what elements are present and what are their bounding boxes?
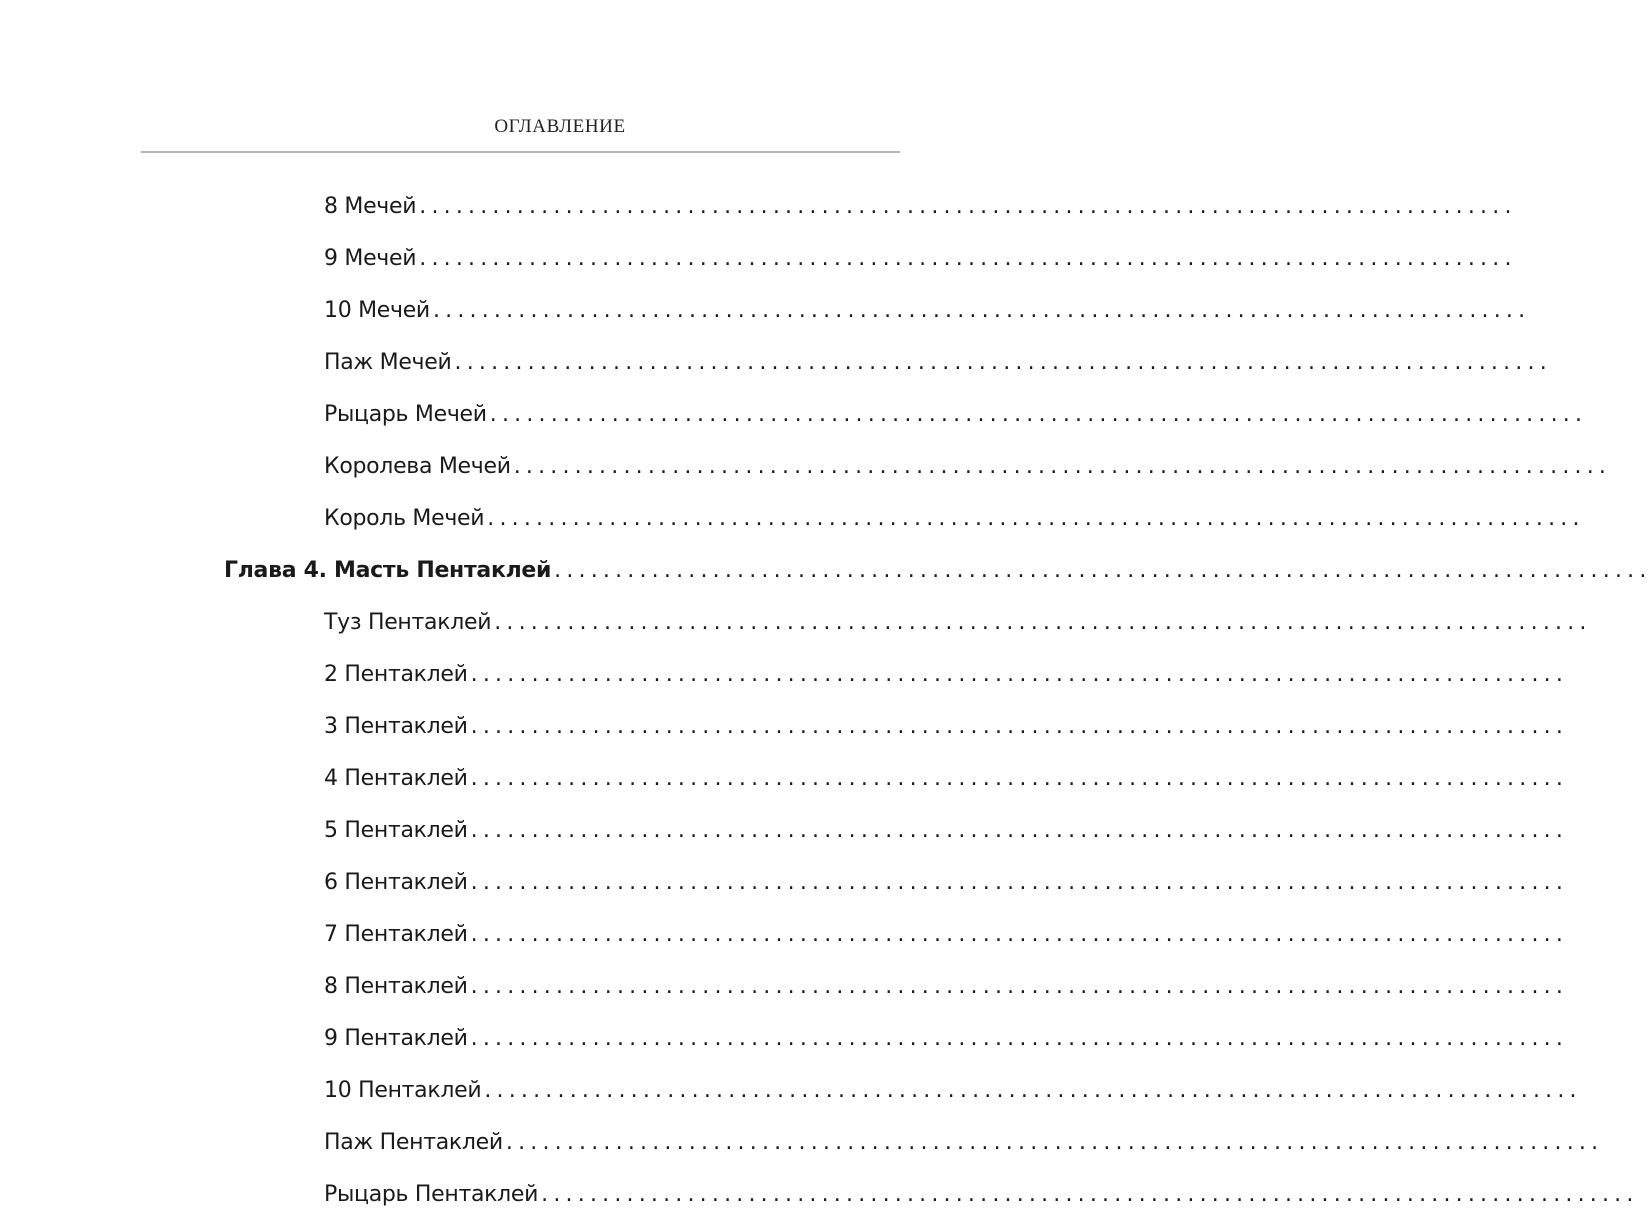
toc-entry-title: 5 Пентаклей <box>324 817 468 843</box>
toc-entry-title: Туз Пентаклей <box>324 609 492 635</box>
toc-entry[interactable] <box>0 596 1592 648</box>
toc-entry[interactable] <box>0 284 1531 336</box>
toc-dot-leader: .......................................................................................... <box>554 557 1652 583</box>
toc-entry[interactable] <box>0 440 1612 492</box>
toc-dot-leader: .......................................................................................... <box>470 713 1569 739</box>
toc-chapter-title: Глава 4. Масть Пентаклей <box>224 557 552 583</box>
toc-entry[interactable] <box>0 1064 1582 1116</box>
toc-dot-leader: .......................................................................................... <box>454 349 1552 375</box>
toc-entry-title: 9 Пентаклей <box>324 1025 468 1051</box>
toc-entry[interactable] <box>0 336 1552 388</box>
toc-entry[interactable] <box>0 492 1585 544</box>
toc-entry-title: Паж Пентаклей <box>324 1129 503 1155</box>
toc-entry-title: 7 Пентаклей <box>324 921 468 947</box>
toc-entry-title: 10 Мечей <box>324 297 430 323</box>
toc-dot-leader: .......................................................................................... <box>470 973 1569 999</box>
toc-dot-leader: .......................................................................................... <box>487 505 1585 531</box>
toc-entry-title: Рыцарь Мечей <box>324 401 487 427</box>
toc-entry-title: Рыцарь Пентаклей <box>324 1181 539 1207</box>
toc-dot-leader: .......................................................................................... <box>419 245 1517 271</box>
toc-entry[interactable] <box>0 960 1569 1012</box>
toc-entry-title: 4 Пентаклей <box>324 765 468 791</box>
toc-dot-leader: .......................................................................................... <box>470 765 1569 791</box>
toc-entry-title: 3 Пентаклей <box>324 713 468 739</box>
toc-entry-title: 8 Пентаклей <box>324 973 468 999</box>
toc-entry[interactable] <box>0 752 1569 804</box>
toc-dot-leader: .......................................................................................... <box>470 1025 1569 1051</box>
toc-entry[interactable] <box>0 180 1517 232</box>
toc-dot-leader: .......................................................................................... <box>470 921 1569 947</box>
toc-dot-leader: .......................................................................................... <box>419 193 1517 219</box>
toc-entry[interactable] <box>0 700 1569 752</box>
toc-entry-title: 9 Мечей <box>324 245 417 271</box>
toc-entry-title: 8 Мечей <box>324 193 417 219</box>
toc-entry[interactable] <box>0 804 1569 856</box>
toc-dot-leader: .......................................................................................... <box>513 453 1612 479</box>
toc-entry[interactable] <box>0 1168 1639 1220</box>
toc-entry[interactable] <box>0 1116 1604 1168</box>
toc-entry-title: Король Мечей <box>324 505 485 531</box>
toc-entry-title: 2 Пентаклей <box>324 661 468 687</box>
toc-entry[interactable] <box>0 908 1569 960</box>
running-head: ОГЛАВЛЕНИЕ <box>494 116 626 137</box>
toc-entry[interactable] <box>0 648 1569 700</box>
toc-dot-leader: .......................................................................................... <box>489 401 1588 427</box>
toc-entry[interactable] <box>0 856 1569 908</box>
toc-entry-title: Паж Мечей <box>324 349 452 375</box>
toc-dot-leader: .......................................................................................... <box>432 297 1531 323</box>
toc-chapter-entry[interactable] <box>0 544 1652 596</box>
header-rule <box>141 151 900 153</box>
toc-dot-leader: .......................................................................................... <box>505 1129 1604 1155</box>
toc-entry-title: Королева Мечей <box>324 453 511 479</box>
toc-entry[interactable] <box>0 388 1588 440</box>
table-of-contents <box>0 180 1652 1220</box>
toc-entry-title: 10 Пентаклей <box>324 1077 482 1103</box>
toc-entry[interactable] <box>0 1012 1569 1064</box>
toc-dot-leader: .......................................................................................... <box>484 1077 1582 1103</box>
toc-dot-leader: .......................................................................................... <box>541 1181 1639 1207</box>
toc-dot-leader: .......................................................................................... <box>470 869 1569 895</box>
toc-dot-leader: .......................................................................................... <box>470 817 1569 843</box>
toc-dot-leader: .......................................................................................... <box>494 609 1592 635</box>
toc-entry-title: 6 Пентаклей <box>324 869 468 895</box>
toc-entry[interactable] <box>0 232 1517 284</box>
toc-dot-leader: .......................................................................................... <box>470 661 1569 687</box>
